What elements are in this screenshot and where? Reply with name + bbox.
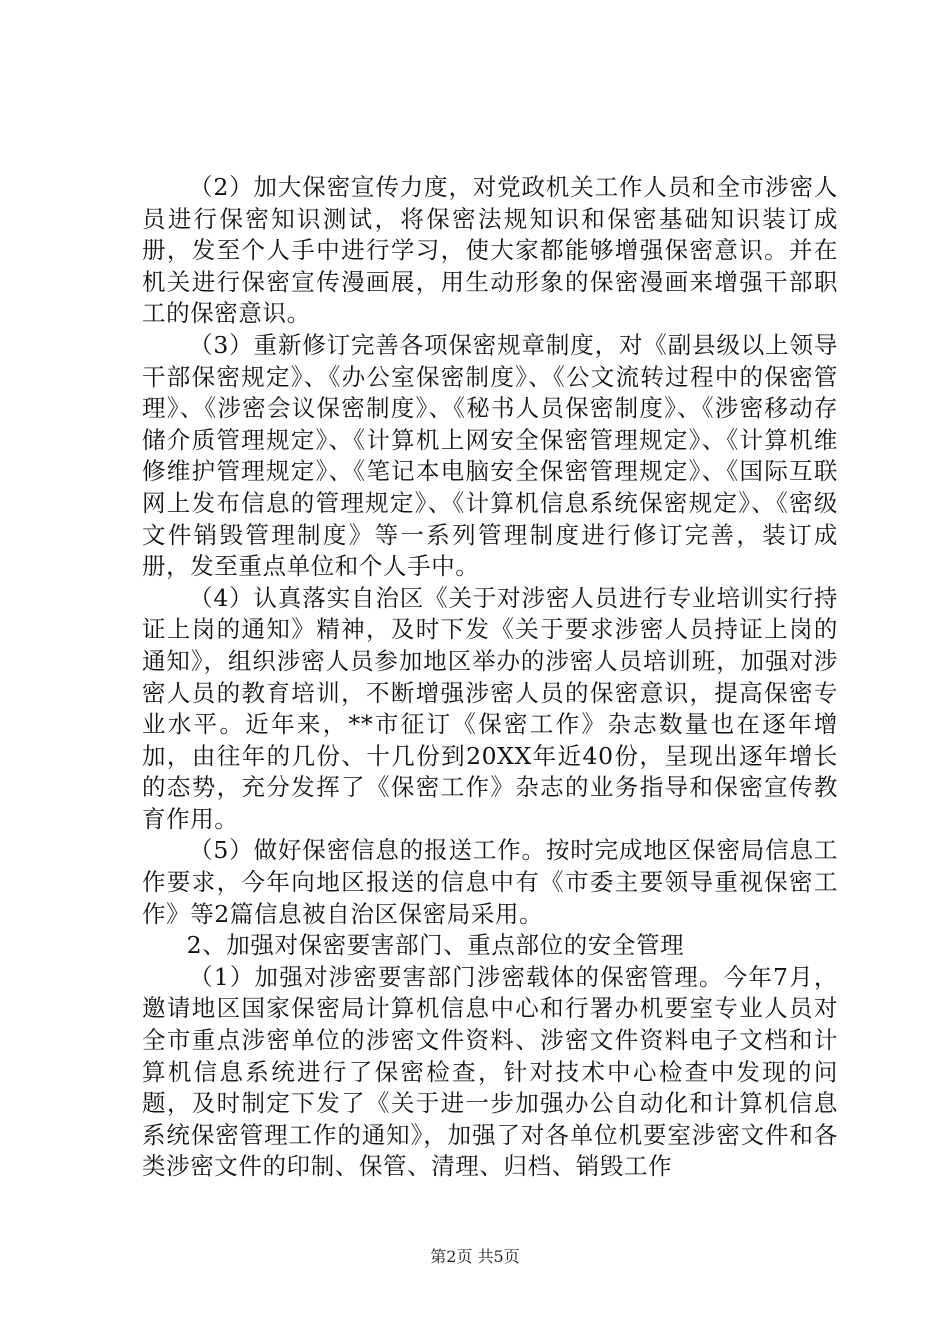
section-heading-security-management: 2、加强对保密要害部门、重点部位的安全管理	[186, 931, 685, 960]
paragraph-carrier-management: （1）加强对涉密要害部门涉密载体的保密管理。今年7月，邀请地区国家保密局计算机信息中心和行署办机要室专业人员对全市重点涉密单位的涉密文件资料、涉密文件资料电子文档和计算机信息系统进行了保密检查，针对技术中心检查中发现的问题，及时制定下发了《关于进一步加强办公自动化和计算机信息系统保密管理工作的通知》，加强了对各单位机要室涉密文件和各类涉密文件的印制、保管、清理、归档、销毁工作	[142, 962, 838, 1181]
paragraph-training: （4）认真落实自治区《关于对涉密人员进行专业培训实行持证上岗的通知》精神，及时下发《关于要求涉密人员持证上岗的通知》，组织涉密人员参加地区举办的涉密人员培训班，加强对涉密人员的教育培训，不断增强涉密人员的保密意识，提高保密专业水平。近年来，**市征订《保密工作》杂志数量也在逐年增加，由往年的几份、十几份到20XX年近40份，呈现出逐年增长的态势，充分发挥了《保密工作》杂志的业务指导和保密宣传教育作用。	[142, 583, 838, 833]
paragraph-information-reporting: （5）做好保密信息的报送工作。按时完成地区保密局信息工作要求，今年向地区报送的信息中有《市委主要领导重视保密工作》等2篇信息被自治区保密局采用。	[142, 836, 838, 928]
paragraph-regulations: （3）重新修订完善各项保密规章制度，对《副县级以上领导干部保密规定》、《办公室保密制度》、《公文流转过程中的保密管理》、《涉密会议保密制度》、《秘书人员保密制度》、《涉密移动存储介质管理规定》、《计算机上网安全保密管理规定》、《计算机维修维护管理规定》、《笔记本电脑安全保密管理规定》、《国际互联网上发布信息的管理规定》、《计算机信息系统保密规定》、《密级文件销毁管理制度》等一系列管理制度进行修订完善，装订成册，发至重点单位和个人手中。	[142, 330, 838, 581]
paragraph-publicity: （2）加大保密宣传力度，对党政机关工作人员和全市涉密人员进行保密知识测试，将保密法规知识和保密基础知识装订成册，发至个人手中进行学习，使大家都能够增强保密意识。并在机关进行保密宣传漫画展，用生动形象的保密漫画来增强干部职工的保密意识。	[142, 173, 838, 328]
document-body	[142, 172, 838, 1183]
page-footer: 第2页 共5页	[430, 1247, 520, 1266]
